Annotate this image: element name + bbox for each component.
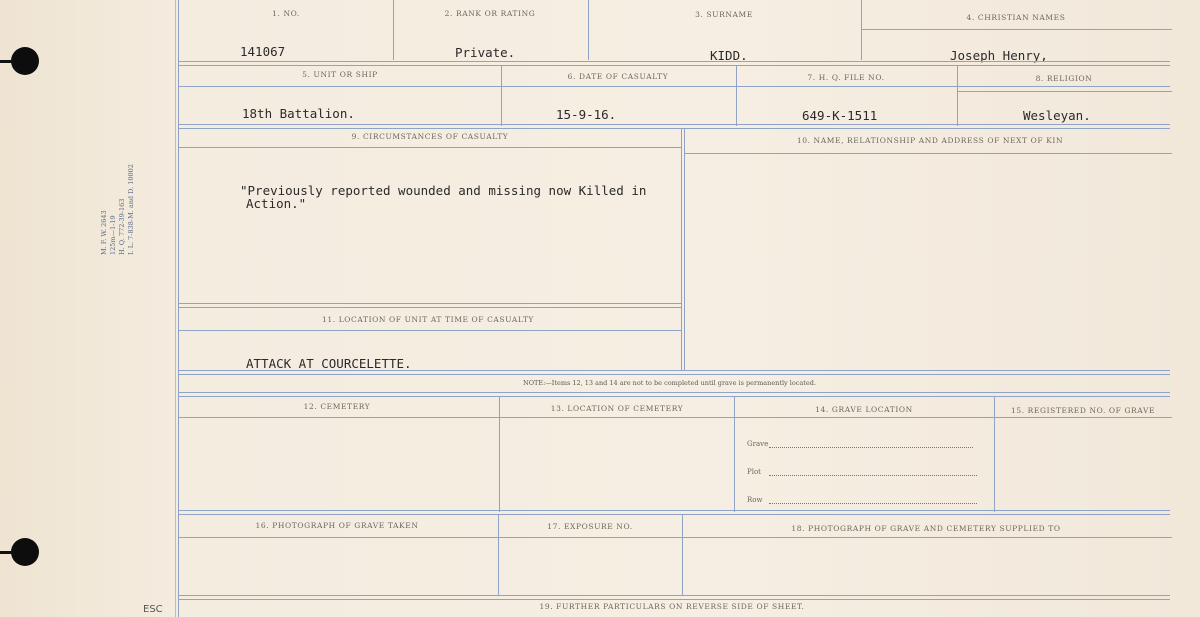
label-further-particulars: 19. FURTHER PARTICULARS ON REVERSE SIDE OF SHEET. xyxy=(539,602,805,611)
plot-line: Plot xyxy=(747,468,761,476)
label-photo-taken: 16. PHOTOGRAPH OF GRAVE TAKEN xyxy=(255,521,419,530)
label-location-unit: 11. LOCATION OF UNIT AT TIME OF CASUALTY xyxy=(322,315,534,324)
value-date: 15-9-16. xyxy=(556,107,617,122)
label-rank: 2. RANK OR RATING xyxy=(444,9,536,18)
row-line: Row xyxy=(747,496,762,504)
grave-line: Grave xyxy=(747,440,768,448)
punch-hole-top xyxy=(11,47,39,75)
value-religion: Wesleyan. xyxy=(1023,108,1091,123)
label-photo-supplied: 18. PHOTOGRAPH OF GRAVE AND CEMETERY SUPPLIED TO xyxy=(791,524,1061,533)
label-no: 1. NO. xyxy=(272,9,300,18)
value-hq-file: 649-K-1511 xyxy=(802,108,878,123)
value-rank: Private. xyxy=(455,45,516,60)
label-surname: 3. SURNAME xyxy=(695,10,753,19)
punch-hole-bottom xyxy=(11,538,39,566)
value-circumstances-line2: Action." xyxy=(246,196,307,211)
value-christian-names: Joseph Henry, xyxy=(950,48,1048,63)
label-location-cemetery: 13. LOCATION OF CEMETERY xyxy=(550,404,684,413)
label-exposure: 17. EXPOSURE NO. xyxy=(547,522,633,531)
label-christian-names: 4. CHRISTIAN NAMES xyxy=(966,13,1066,22)
label-circumstances: 9. CIRCUMSTANCES OF CASUALTY xyxy=(351,132,509,141)
corner-mark: ESC xyxy=(143,604,163,615)
label-unit: 5. UNIT OR SHIP xyxy=(302,70,378,79)
punch-hole-tick xyxy=(0,551,14,554)
label-hq-file: 7. H. Q. FILE NO. xyxy=(807,73,885,82)
form-print-code: M. F. W. 2643 125m—1-19 H. Q. 772-39-163 I. L. 7-838-M. and D. 10002 xyxy=(100,164,135,255)
value-no: 141067 xyxy=(240,44,286,59)
label-registered-no: 15. REGISTERED NO. OF GRAVE xyxy=(1010,406,1156,415)
label-religion: 8. RELIGION xyxy=(1035,74,1093,83)
label-date: 6. DATE OF CASUALTY xyxy=(567,72,669,81)
note-items: NOTE:—Items 12, 13 and 14 are not to be completed until grave is permanently located. xyxy=(523,379,816,387)
value-surname: KIDD. xyxy=(710,48,748,63)
punch-hole-tick xyxy=(0,60,14,63)
value-circumstances-line1: "Previously reported wounded and missing now Killed in xyxy=(240,183,647,198)
label-cemetery: 12. CEMETERY xyxy=(303,402,371,411)
value-location-unit: ATTACK AT COURCELETTE. xyxy=(246,356,412,371)
value-unit: 18th Battalion. xyxy=(242,106,355,121)
label-grave-location: 14. GRAVE LOCATION xyxy=(815,405,913,414)
label-next-of-kin: 10. NAME, RELATIONSHIP AND ADDRESS OF NEXT OF KIN xyxy=(796,136,1064,145)
